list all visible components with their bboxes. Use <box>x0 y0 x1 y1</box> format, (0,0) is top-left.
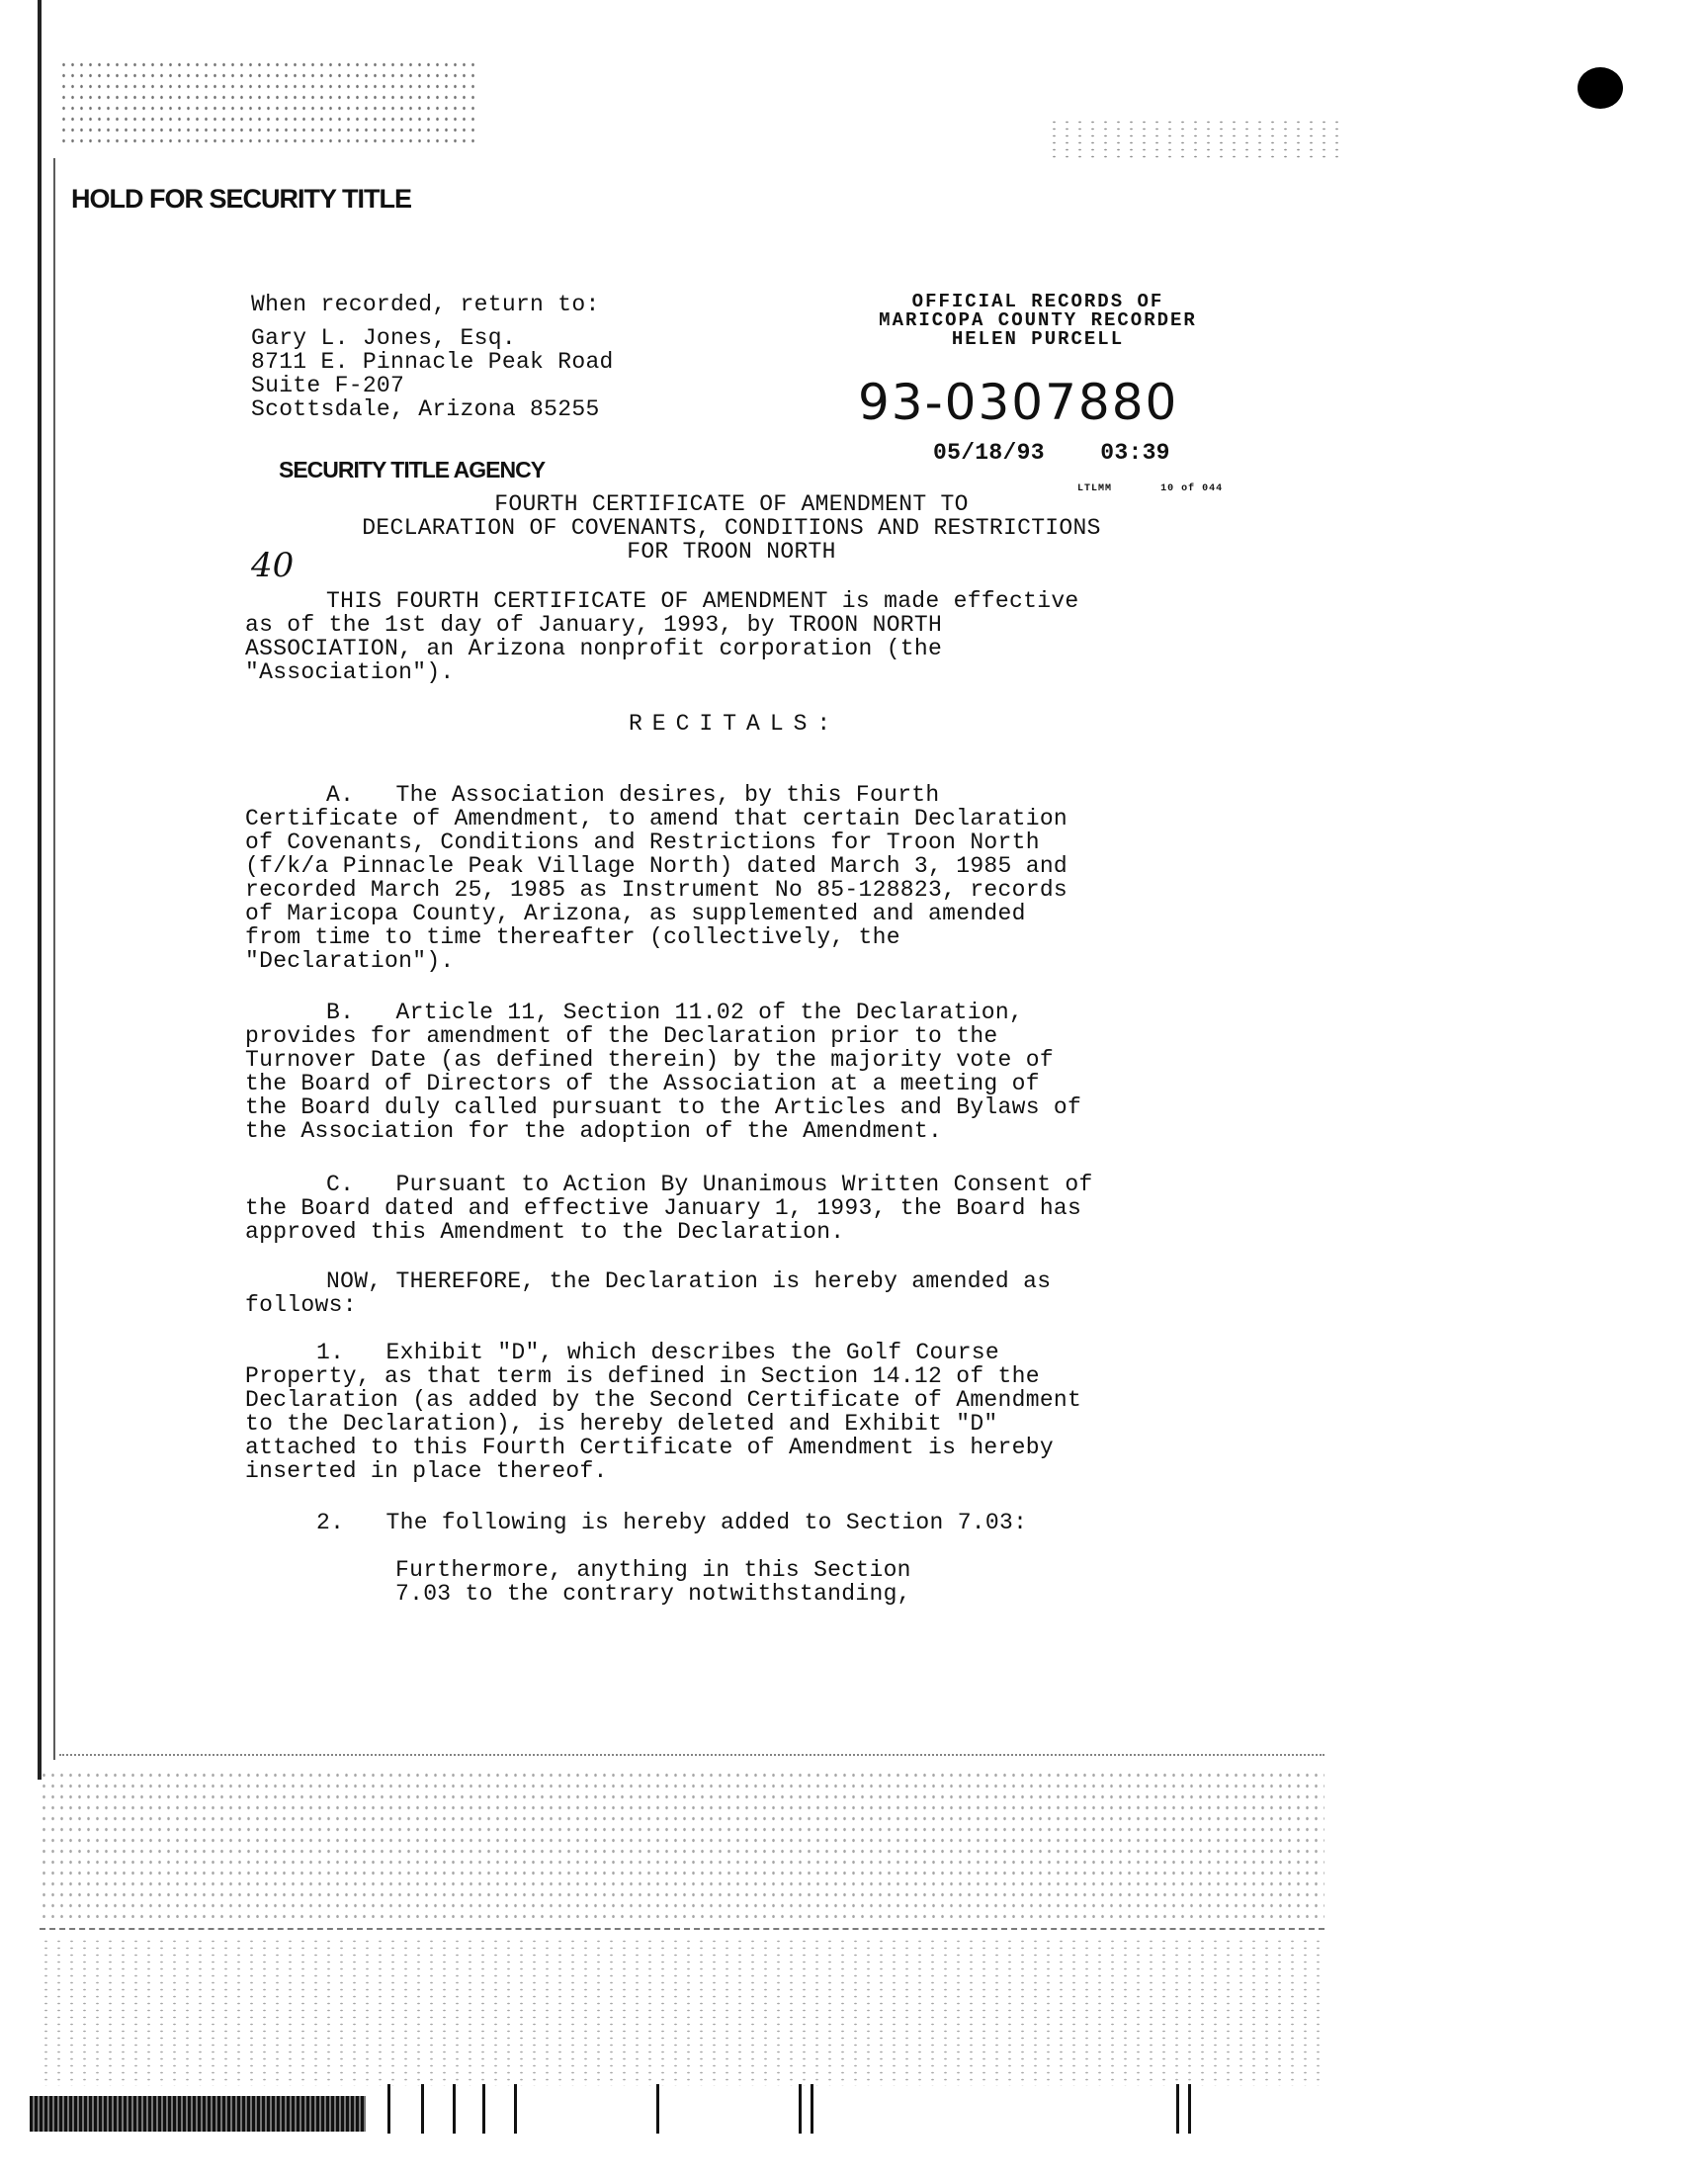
body-line: NOW, THEREFORE, the Declaration is hereby amended as <box>326 1268 1052 1294</box>
intro-paragraph <box>245 589 1214 684</box>
return-label: When recorded, return to: <box>251 292 600 317</box>
item-line: attached to this Fourth Certificate of Amendment is hereby <box>245 1435 1054 1460</box>
record-datetime <box>933 441 1170 465</box>
scan-bar <box>453 2084 456 2134</box>
handwritten-note: 40 <box>251 546 295 585</box>
recitals-heading: RECITALS: <box>629 711 841 737</box>
recital-line: "Declaration"). <box>245 948 455 974</box>
now-therefore-paragraph <box>245 1269 1214 1317</box>
recorder-stamp <box>850 293 1226 349</box>
recital-line: the Board of Directors of the Association at a meeting of <box>245 1071 1040 1096</box>
record-number: 93-0307880 <box>858 374 1179 431</box>
title-line: DECLARATION OF COVENANTS, CONDITIONS AND RESTRICTIONS <box>362 515 1101 541</box>
recital-line: A. The Association desires, by this Fourth <box>326 782 940 808</box>
scan-noise-bottom <box>40 1770 1324 1918</box>
item-line: 7.03 to the contrary notwithstanding, <box>395 1581 911 1607</box>
item-line: Declaration (as added by the Second Certificate of Amendment <box>245 1387 1082 1413</box>
recorder-line: MARICOPA COUNTY RECORDER <box>879 309 1197 331</box>
scan-noise-top-right <box>1048 119 1344 158</box>
recital-line: (f/k/a Pinnacle Peak Village North) dated March 3, 1985 and <box>245 853 1068 879</box>
recital-line: approved this Amendment to the Declaration. <box>245 1219 845 1245</box>
item-line: inserted in place thereof. <box>245 1458 608 1484</box>
scan-bar <box>514 2084 517 2134</box>
item-line: Property, as that term is defined in Section 14.12 of the <box>245 1363 1040 1389</box>
return-address-line: Gary L. Jones, Esq. <box>251 325 516 351</box>
scan-noise-line <box>59 1754 1324 1756</box>
scan-bar <box>482 2084 485 2134</box>
amendment-item-2-text <box>395 1558 1087 1606</box>
scan-bar <box>656 2084 659 2134</box>
title-line: FOURTH CERTIFICATE OF AMENDMENT TO <box>494 491 969 517</box>
title-line: FOR TROON NORTH <box>627 539 836 565</box>
record-date: 05/18/93 <box>933 440 1045 466</box>
scan-bar <box>421 2084 424 2134</box>
recital-line: the Board dated and effective January 1, 1993, the Board has <box>245 1195 1082 1221</box>
item-line: 1. Exhibit "D", which describes the Golf Course <box>316 1340 1000 1365</box>
document-title <box>297 492 1166 564</box>
return-address-line: Suite F-207 <box>251 373 405 398</box>
scan-noise-bottom-2 <box>40 1938 1324 2086</box>
item-line: Furthermore, anything in this Section <box>395 1557 911 1583</box>
scan-margin-line <box>53 158 55 1760</box>
amendment-item-1 <box>245 1341 1214 1483</box>
scan-edge-line <box>38 0 42 1780</box>
scan-bar <box>387 2084 390 2134</box>
scan-bar <box>1188 2084 1191 2134</box>
recital-line: Turnover Date (as defined therein) by the majority vote of <box>245 1047 1054 1073</box>
return-address-block <box>251 293 745 421</box>
scan-bar <box>1176 2084 1179 2134</box>
recital-line: recorded March 25, 1985 as Instrument No 85-128823, records <box>245 877 1068 903</box>
recorder-line: HELEN PURCELL <box>951 328 1125 350</box>
return-address-line: Scottsdale, Arizona 85255 <box>251 396 600 422</box>
return-address-line: 8711 E. Pinnacle Peak Road <box>251 349 614 375</box>
scan-dark-strip <box>30 2096 366 2132</box>
hold-stamp: HOLD FOR SECURITY TITLE <box>71 184 412 214</box>
intro-line: as of the 1st day of January, 1993, by TROON NORTH <box>245 612 943 638</box>
intro-line: "Association"). <box>245 659 455 685</box>
recital-line: of Maricopa County, Arizona, as supplemented and amended <box>245 901 1026 926</box>
item-line: to the Declaration), is hereby deleted and Exhibit "D" <box>245 1411 998 1437</box>
small-tag: LTLMM <box>1077 483 1113 494</box>
recital-a <box>245 783 1214 973</box>
intro-line: ASSOCIATION, an Arizona nonprofit corporation (the <box>245 636 943 661</box>
recital-line: of Covenants, Conditions and Restrictions for Troon North <box>245 830 1040 855</box>
agency-stamp: SECURITY TITLE AGENCY <box>279 457 546 482</box>
recital-line: B. Article 11, Section 11.02 of the Declaration, <box>326 1000 1024 1025</box>
item-line: 2. The following is hereby added to Section 7.03: <box>316 1510 1028 1535</box>
intro-line: THIS FOURTH CERTIFICATE OF AMENDMENT is made effective <box>326 588 1079 614</box>
recital-line: C. Pursuant to Action By Unanimous Written Consent of <box>326 1172 1093 1197</box>
small-tag: 10 of 044 <box>1160 483 1224 494</box>
recorder-line: OFFICIAL RECORDS OF <box>911 291 1164 312</box>
recital-line: from time to time thereafter (collectively, the <box>245 924 900 950</box>
scan-bar <box>811 2084 813 2134</box>
amendment-item-2 <box>245 1511 1214 1534</box>
recital-line: the Association for the adoption of the Amendment. <box>245 1118 943 1144</box>
recital-line: Certificate of Amendment, to amend that certain Declaration <box>245 806 1068 831</box>
scan-bar <box>799 2084 802 2134</box>
recital-c <box>245 1173 1214 1244</box>
scan-noise-top-left <box>59 59 474 148</box>
recital-line: the Board duly called pursuant to the Articles and Bylaws of <box>245 1094 1082 1120</box>
record-time: 03:39 <box>1100 440 1170 466</box>
recital-line: provides for amendment of the Declaration prior to the <box>245 1023 998 1049</box>
punch-hole <box>1578 67 1623 109</box>
scan-noise-line-2 <box>40 1928 1324 1930</box>
recital-b <box>245 1001 1214 1143</box>
body-line: follows: <box>245 1292 357 1318</box>
